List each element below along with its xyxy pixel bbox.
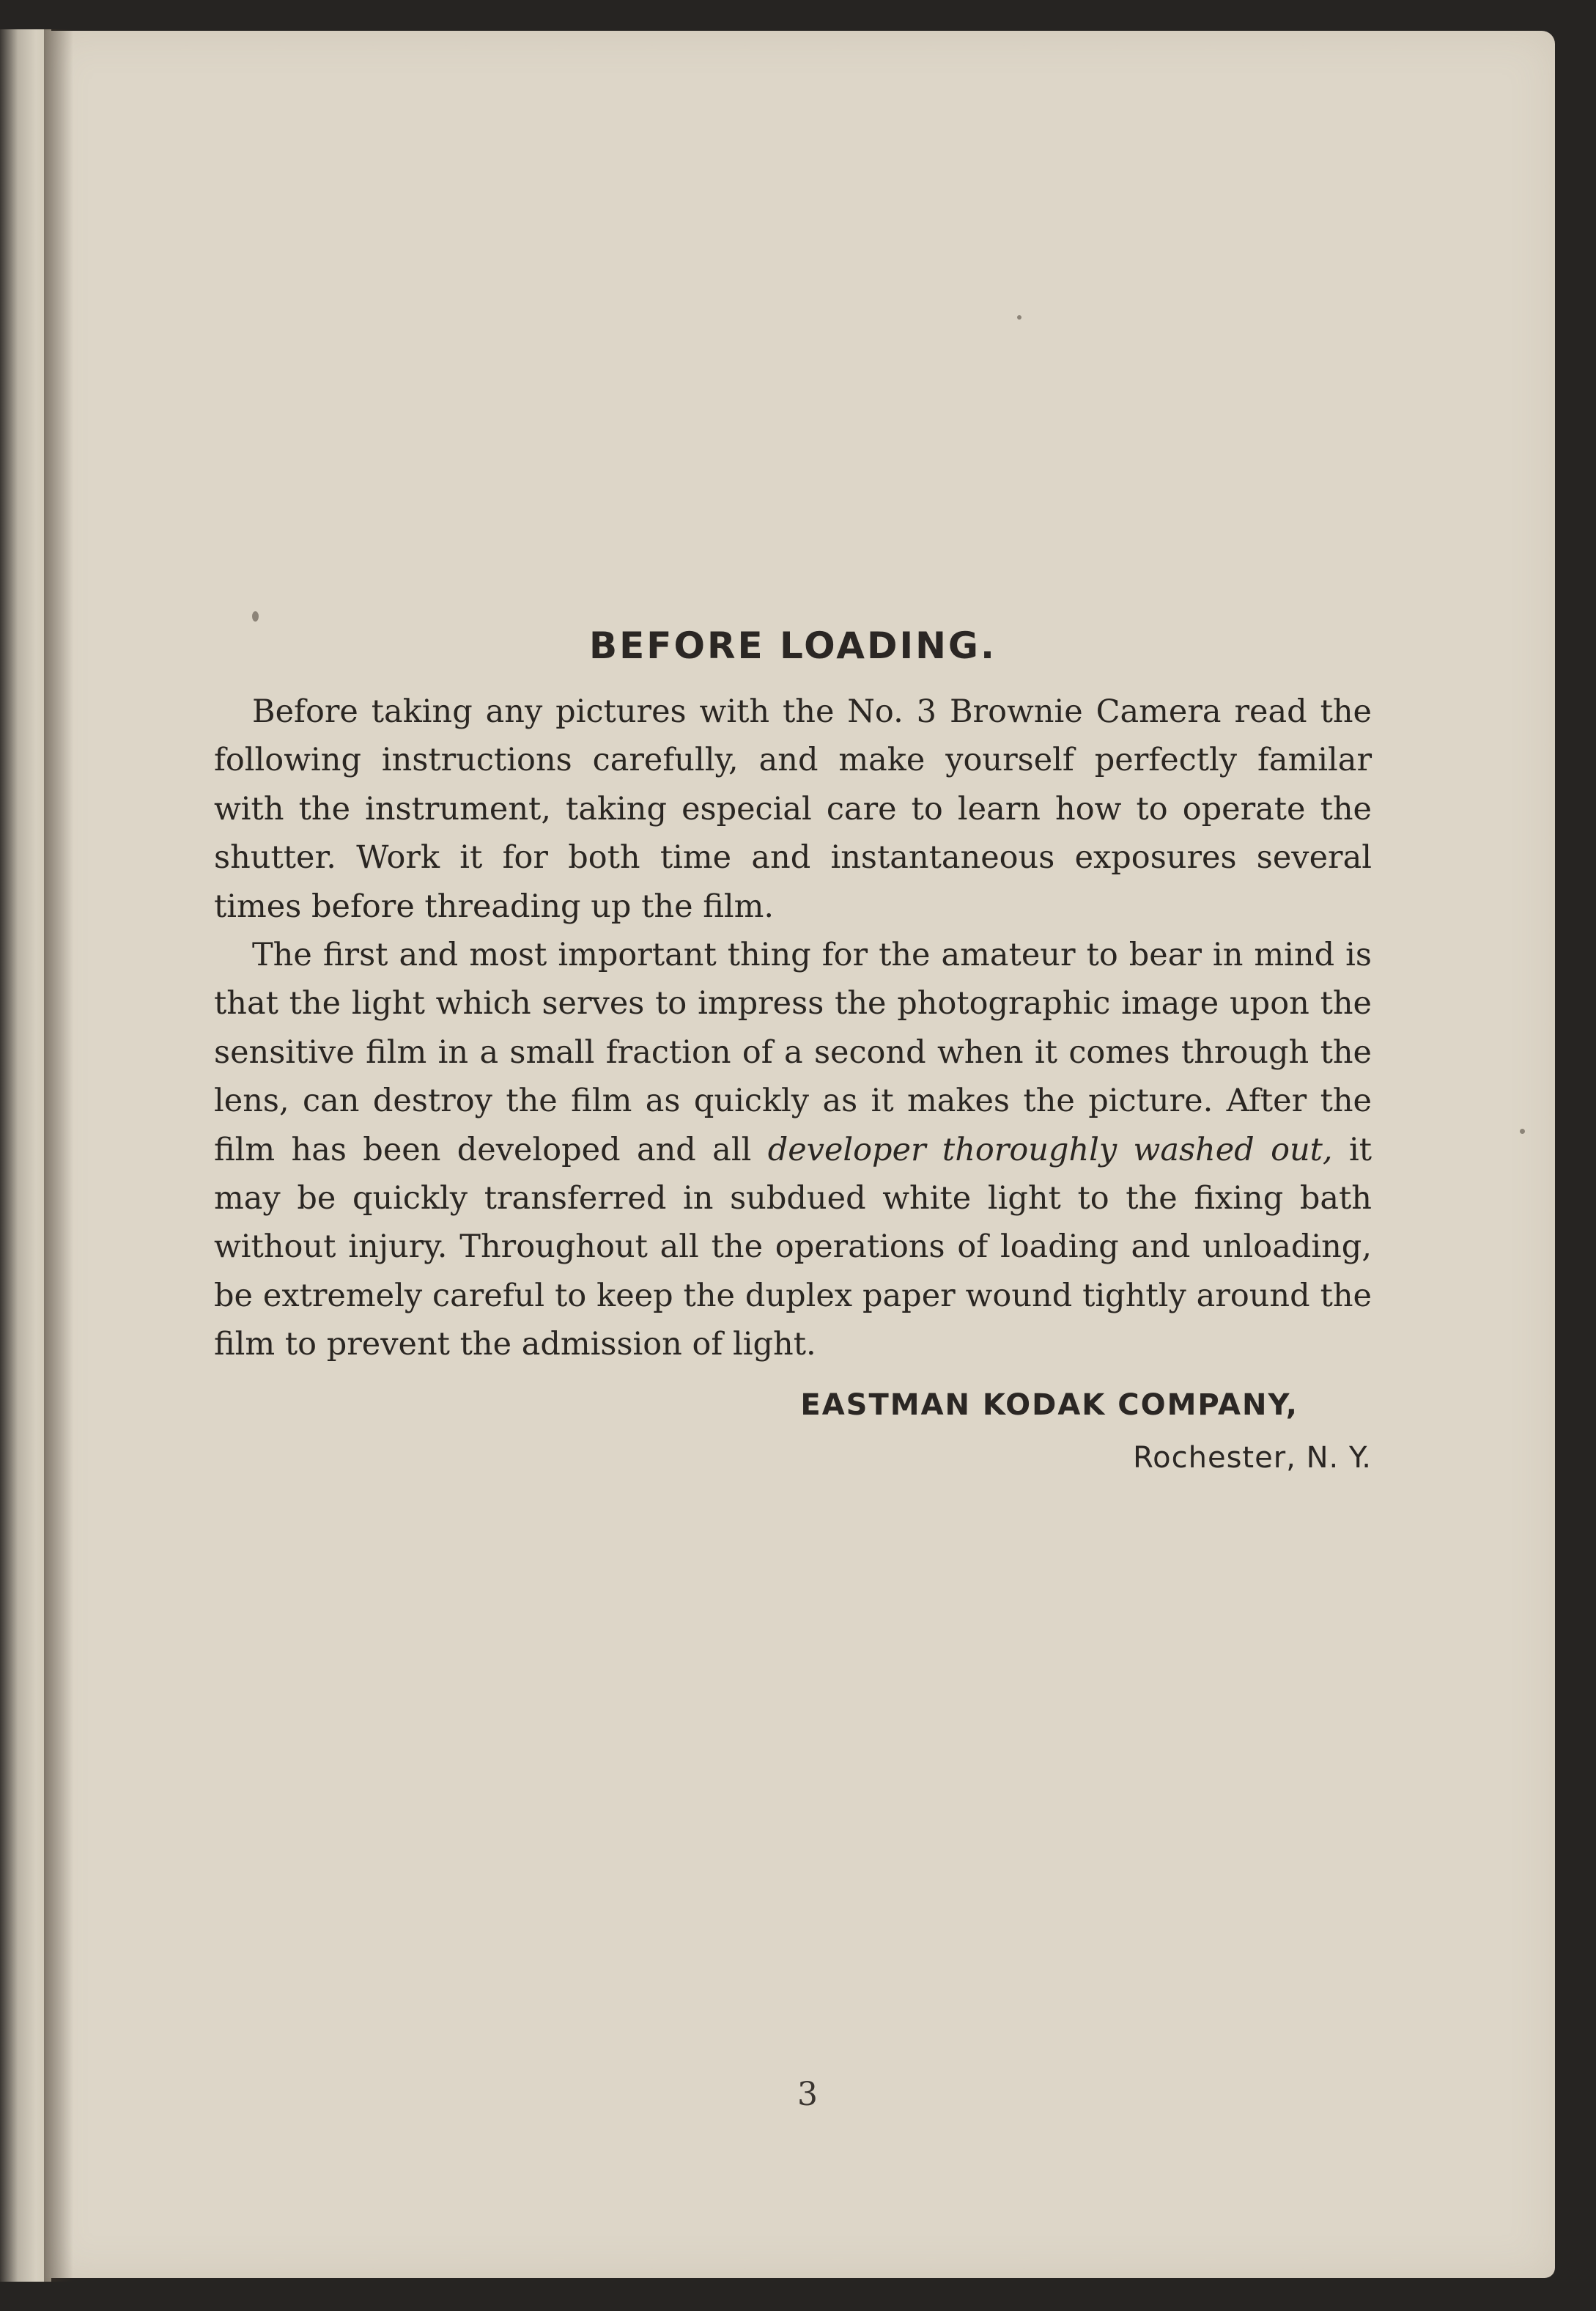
company-location: Rochester, N. Y. [1133,1440,1372,1475]
paper-speck [1520,1129,1525,1134]
paragraph-light-warning [214,931,1372,1369]
paragraph-text-end: it may be quickly transferred in subdued white light to the fixing bath without injury. Throughout all the operations of loading and unloading, be extremely careful to keep the duplex paper wound tightly around the film to prevent the admission of light. [214,1131,1372,1363]
paragraph-text-start: The first and most important thing for the amateur to bear in mind is that the light which serves to impress the photographic image upon the sensitive film in a small fraction of a second when it comes through the lens, can destroy the film as quickly as it makes the picture. After the film has been developed and all [214,937,1372,1168]
paragraph-intro: Before taking any pictures with the No. 3 Brownie Camera read the following instructions carefully, and make yourself perfectly familar with the instrument, taking especial care to learn how to operate the shutter. Work it for both time and instantaneous exposures several times before threading up the film. [214,693,1372,925]
gutter-shadow [44,29,73,2282]
page-text-block [214,624,1372,1475]
paper-speck [252,611,259,622]
paper-speck [1017,315,1021,320]
book-page [45,31,1555,2278]
page-number: 3 [797,2076,818,2113]
company-signature: EASTMAN KODAK COMPANY, [800,1387,1298,1422]
italic-phrase: developer thoroughly washed out, [767,1131,1333,1168]
section-heading: BEFORE LOADING. [589,624,997,667]
